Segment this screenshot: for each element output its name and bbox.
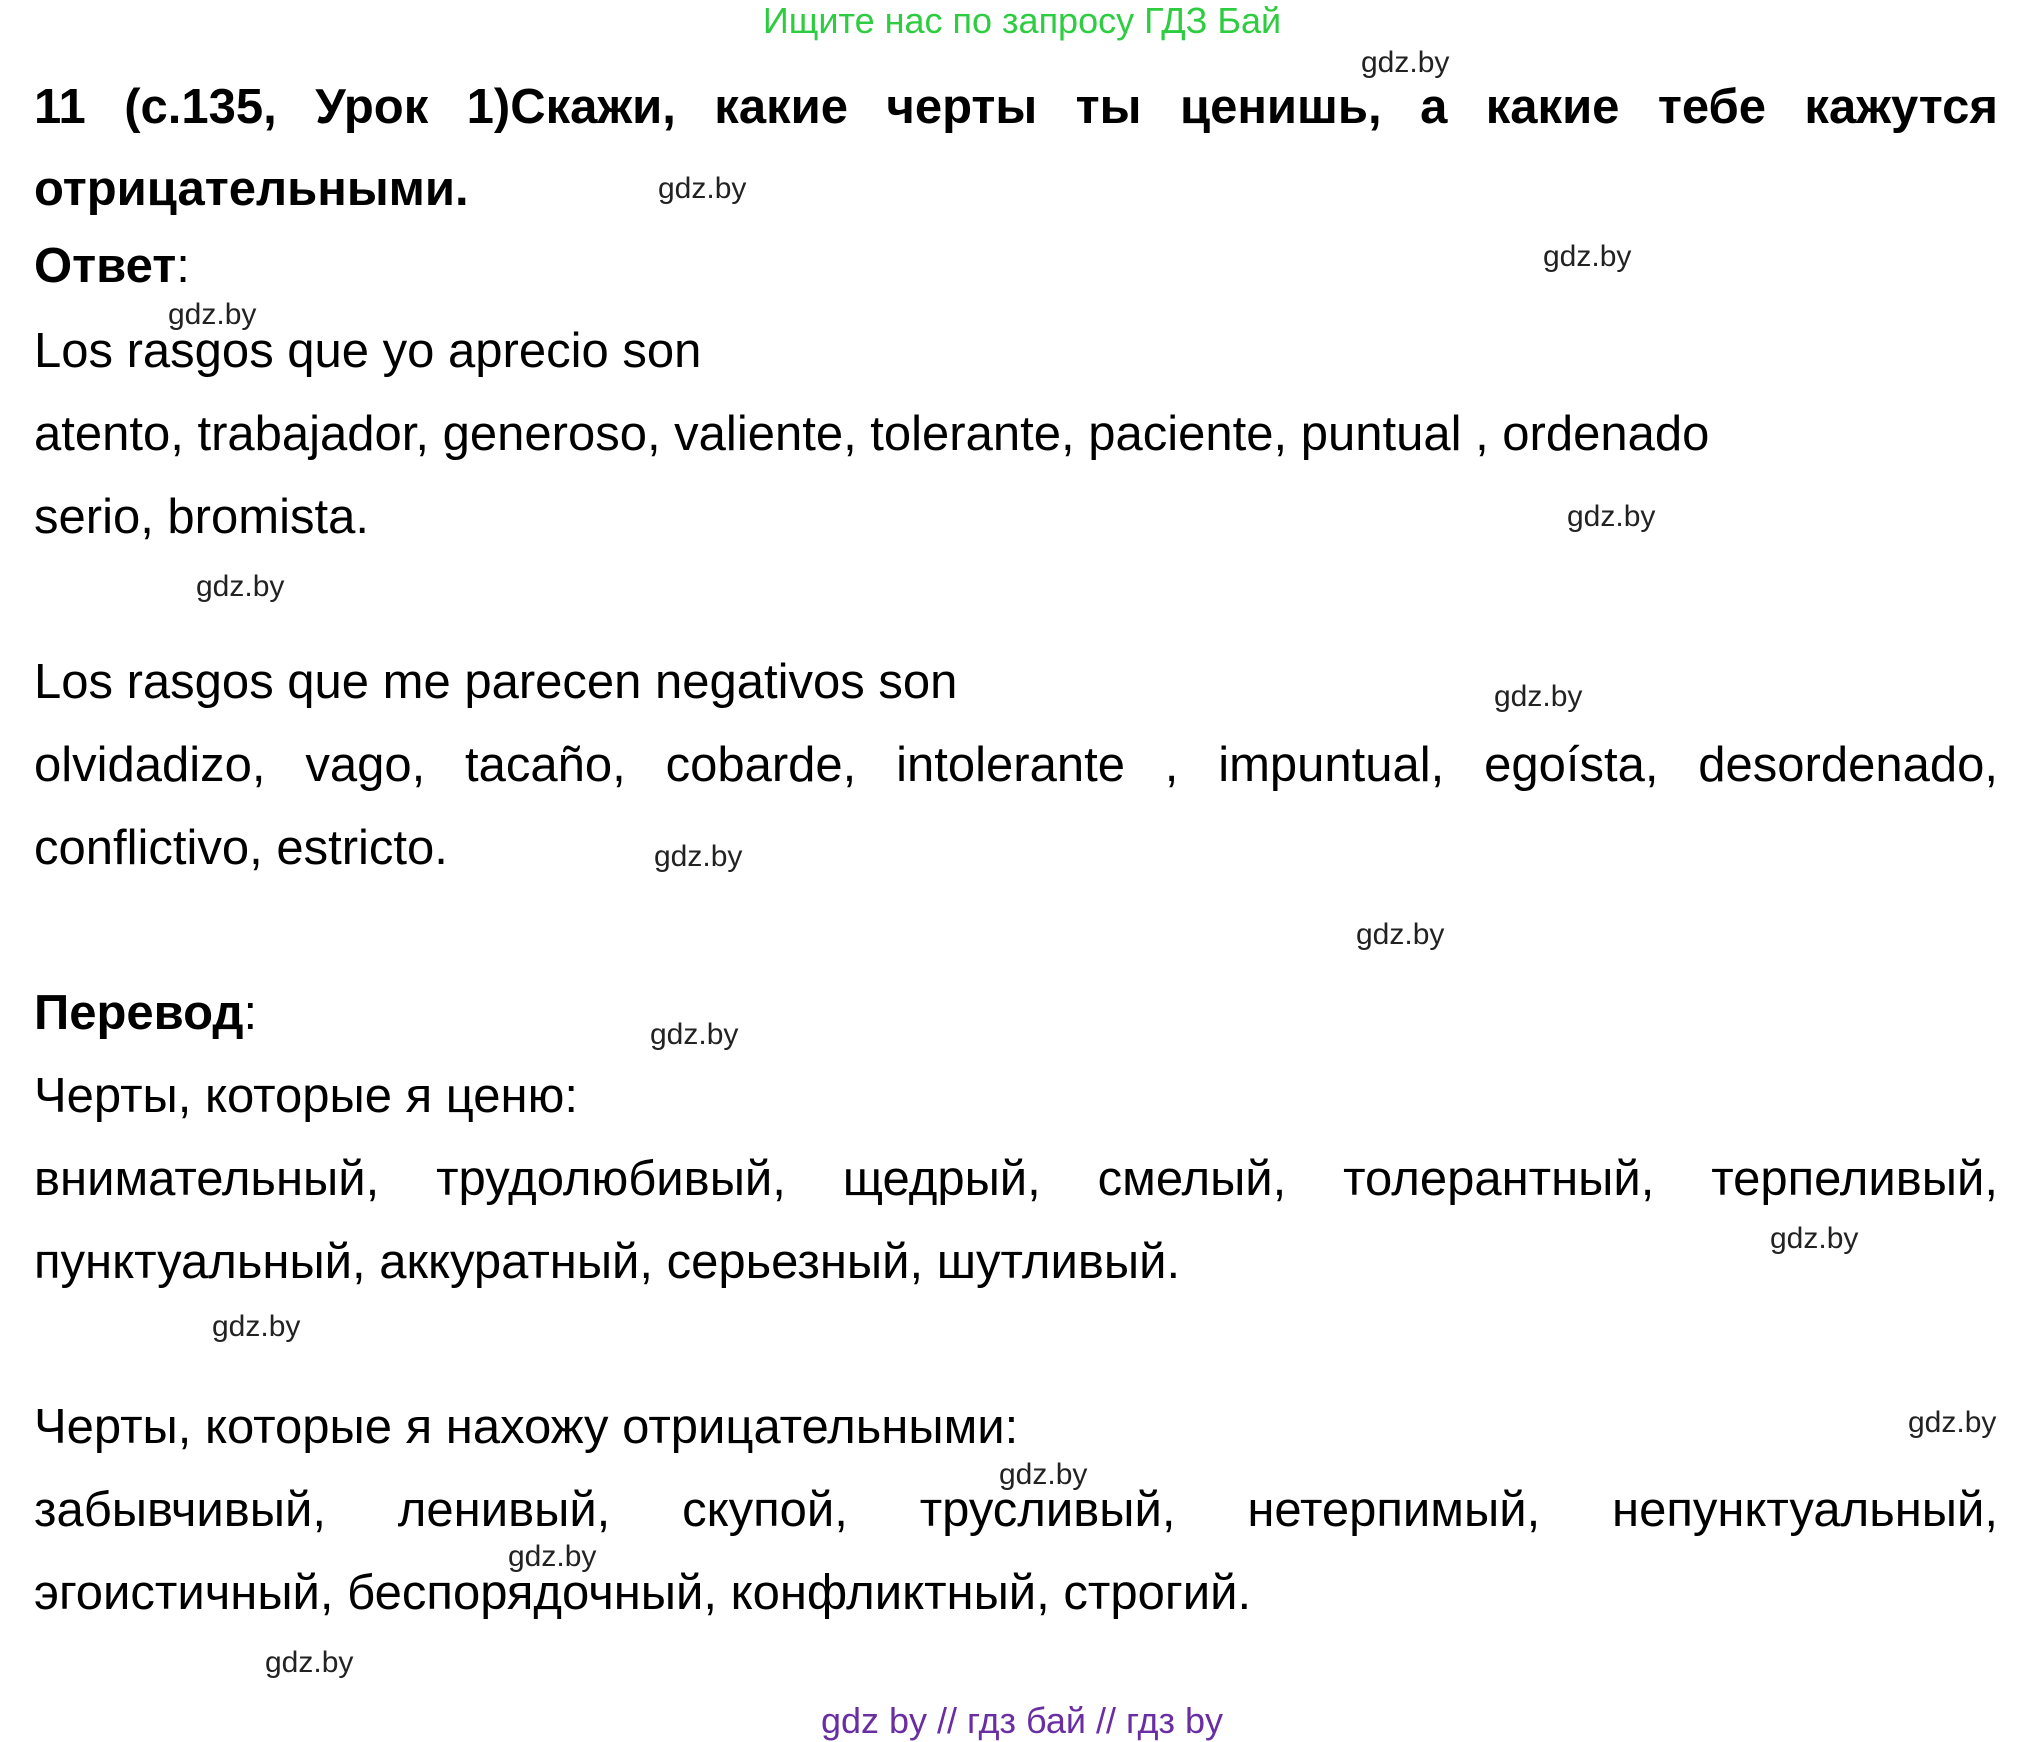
watermark: gdz.by [212, 1310, 301, 1343]
watermark: gdz.by [658, 172, 747, 205]
answer-line-3: serio, bromista. [34, 490, 369, 544]
watermark: gdz.by [1567, 500, 1656, 533]
answer-line-4: Los rasgos que me parecen negativos son [34, 655, 958, 709]
translation-line-1: Черты, которые я ценю: [34, 1069, 578, 1123]
watermark: gdz.by [1908, 1406, 1997, 1439]
answer-line-1: Los rasgos que yo aprecio son [34, 324, 702, 378]
translation-line-4: Черты, которые я нахожу отрицательными: [34, 1400, 1019, 1454]
watermark: gdz.by [1356, 918, 1445, 951]
watermark: gdz.by [1494, 680, 1583, 713]
answer-line-6: conflictivo, estricto. [34, 821, 448, 875]
answer-line-2: atento, trabajador, generoso, valiente, tolerante, paciente, puntual , ordenado [34, 407, 1710, 461]
footer-watermark: gdz by // гдз бай // гдз by [820, 1700, 1224, 1741]
watermark: gdz.by [1770, 1222, 1859, 1255]
watermark: gdz.by [508, 1540, 597, 1573]
watermark: gdz.by [999, 1458, 1088, 1491]
translation-colon: : [243, 986, 258, 1040]
task-title-line-1: 11 (с.135, Урок 1)Скажи, какие черты ты ценишь, а какие тебе кажутся [34, 80, 1998, 134]
translation-line-2: внимательный, трудолюбивый, щедрый, смелый, толерантный, терпеливый, [34, 1152, 1998, 1206]
search-banner: Ищите нас по запросу ГДЗ Бай [762, 0, 1282, 41]
watermark: gdz.by [196, 570, 285, 603]
answer-colon: : [176, 239, 190, 293]
task-title-line-2: отрицательными. [34, 162, 469, 216]
watermark: gdz.by [1543, 240, 1632, 273]
answer-line-5: olvidadizo, vago, tacaño, cobarde, intolerante , impuntual, egoísta, desordenado, [34, 738, 1998, 792]
watermark: gdz.by [1361, 46, 1450, 79]
watermark: gdz.by [654, 840, 743, 873]
translation-line-6: эгоистичный, беспорядочный, конфликтный, строгий. [34, 1566, 1252, 1620]
watermark: gdz.by [650, 1018, 739, 1051]
answer-label: Ответ [34, 239, 177, 293]
translation-line-3: пунктуальный, аккуратный, серьезный, шутливый. [34, 1235, 1181, 1289]
translation-heading [34, 985, 257, 1041]
answer-heading [34, 238, 190, 294]
watermark: gdz.by [168, 298, 257, 331]
translation-line-5: забывчивый, ленивый, скупой, трусливый, нетерпимый, непунктуальный, [34, 1483, 1998, 1537]
translation-label: Перевод [34, 986, 244, 1040]
watermark: gdz.by [265, 1646, 354, 1679]
